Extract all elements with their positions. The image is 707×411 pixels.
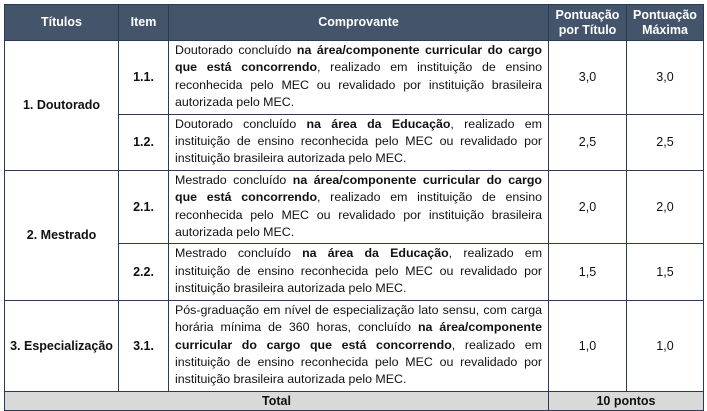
pontuacao-titulo: 1,0 [549, 300, 627, 391]
desc-text: , realizado em instituição de ensino reconhecida pelo MEC ou revalidado por instituição brasileira autorizada pelo MEC. [175, 190, 542, 240]
desc-text: Mestrado concluído [175, 246, 303, 261]
scoring-table [4, 4, 704, 411]
item-description [169, 114, 549, 170]
pontuacao-titulo: 2,0 [549, 170, 627, 244]
desc-bold-text: na área/componente curricular do cargo que está concorrendo [175, 43, 542, 75]
desc-text: Pós-graduação em nível de especialização lato sensu, com carga horária mínima de 360 horas, concluído [175, 302, 542, 335]
item-number: 2.2. [119, 244, 169, 300]
pontuacao-maxima: 2,5 [627, 114, 704, 170]
table-row [5, 170, 704, 244]
group-title-mestrado: 2. Mestrado [5, 170, 119, 300]
desc-text: , realizado em instituição de ensino reconhecida pelo MEC ou revalidado por instituição brasileira autorizada pelo MEC. [175, 337, 542, 387]
pontuacao-maxima: 1,0 [627, 300, 704, 391]
pontuacao-titulo: 1,5 [549, 244, 627, 300]
item-description [169, 170, 549, 244]
item-description [169, 300, 549, 391]
pontuacao-titulo: 3,0 [549, 41, 627, 115]
desc-text: , realizado em instituição de ensino reconhecida pelo MEC ou revalidado por instituição brasileira autorizada pelo MEC. [175, 116, 542, 166]
group-title-doutorado: 1. Doutorado [5, 41, 119, 171]
item-number: 1.2. [119, 114, 169, 170]
item-number: 1.1. [119, 41, 169, 115]
desc-text: Doutorado concluído [175, 43, 297, 57]
header-item: Item [119, 5, 169, 41]
total-label: Total [5, 391, 549, 410]
group-title-especializacao: 3. Especialização [5, 300, 119, 391]
desc-bold-text: na área da Educação [306, 116, 451, 131]
header-row [5, 5, 704, 41]
pontuacao-maxima: 3,0 [627, 41, 704, 115]
desc-bold-text: na área da Educação [302, 246, 449, 261]
scoring-table-container [4, 4, 704, 411]
total-row [5, 391, 704, 410]
header-titulos: Títulos [5, 5, 119, 41]
header-pontuacao-titulo: Pontuação por Título [549, 5, 627, 41]
desc-text: Doutorado concluído [175, 116, 307, 131]
header-pontuacao-maxima: Pontuação Máxima [627, 5, 704, 41]
item-number: 3.1. [119, 300, 169, 391]
table-row [5, 41, 704, 115]
item-description [169, 41, 549, 115]
table-row [5, 300, 704, 391]
item-description [169, 244, 549, 300]
desc-text: Mestrado concluído [175, 172, 293, 187]
pontuacao-maxima: 2,0 [627, 170, 704, 244]
total-value: 10 pontos [549, 391, 704, 410]
item-number: 2.1. [119, 170, 169, 244]
desc-text: , realizado em instituição de ensino reconhecida pelo MEC ou revalidado por instituição brasileira autorizada pelo MEC. [175, 60, 542, 110]
pontuacao-maxima: 1,5 [627, 244, 704, 300]
desc-bold-text: na área/componente curricular do cargo que está concorrendo [175, 320, 542, 352]
pontuacao-titulo: 2,5 [549, 114, 627, 170]
desc-text: , realizado em instituição de ensino reconhecida pelo MEC ou revalidado por instituição brasileira autorizada pelo MEC. [175, 246, 543, 296]
desc-bold-text: na área/componente curricular do cargo que está concorrendo [175, 172, 542, 205]
header-comprovante: Comprovante [169, 5, 549, 41]
